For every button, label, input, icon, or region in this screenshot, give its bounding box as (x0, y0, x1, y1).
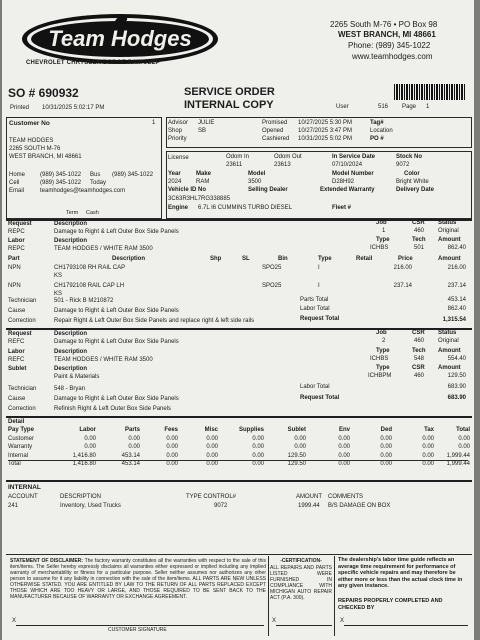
job2-labor-total-label: Labor Total (300, 384, 330, 390)
detail-cell: 1,999.44 (446, 452, 470, 459)
job2-tech: 548 (414, 356, 425, 362)
detail-cell: 0.00 (84, 444, 96, 450)
job2-labor-desc: TEAM HODGES / WHITE RAM 3500 (54, 357, 153, 363)
make-value: RAM (196, 179, 210, 185)
detail-cell: 0.00 (294, 444, 306, 450)
bus-label: Bus (90, 172, 101, 178)
detail-cell: 129.50 (287, 452, 306, 459)
engine-label: Engine (168, 205, 189, 211)
part-row-code: NPN (8, 265, 21, 271)
internal-amount: 1999.44 (298, 503, 320, 509)
title-service-order: SERVICE ORDER (184, 86, 275, 98)
job1-labor-code: REPC (8, 246, 25, 252)
detail-row-total-label: Total (8, 461, 21, 467)
job1-request-desc: Damage to Right & Left Outer Box Side Panels (54, 229, 179, 235)
home-phone: (989) 345-1022 (40, 172, 82, 178)
detail-cell: 0.00 (294, 435, 306, 442)
email-value: teamhodges@teamhodges.com (40, 188, 126, 194)
job1-request-total-label: Request Total (300, 316, 340, 322)
odom-out-value: 23613 (274, 162, 291, 168)
detail-cell: 0.00 (422, 461, 434, 467)
tag-label: Tag# (370, 120, 384, 126)
job2-cause: Damage to Right & Left Outer Box Side Panels (54, 396, 179, 402)
job2-number: 2 (382, 338, 386, 344)
priority-label: Priority (168, 136, 187, 142)
job1-part-desc-label: Description (112, 256, 146, 262)
job1-type: ICHBS (370, 245, 389, 251)
part-row-bin: SPO25 (262, 283, 282, 289)
detail-col-header: Ded (380, 427, 392, 433)
detail-cell: 0.00 (380, 435, 392, 442)
detail-col-header: Parts (124, 427, 140, 433)
bus-phone: (989) 345-1022 (112, 172, 154, 178)
job1-cause-label: Cause (8, 308, 26, 314)
part-row-desc2: KS (54, 273, 63, 279)
labor-guide-notice: The dealership's labor time guide reflects an average time requirement for performance of specific vehicle repairs and may therefore be either more or less than the actual clock time in any given instance. (338, 557, 463, 589)
color-value: Bright White (396, 179, 429, 185)
job1-labor-desc-label: Description (54, 238, 88, 244)
cashiered-label: Cashiered (262, 136, 290, 142)
job2-request-total: 683.90 (447, 395, 466, 401)
detail-row-customer-label: Customer (8, 435, 35, 442)
promised-label: Promised (262, 120, 288, 126)
job1-amount-label: Amount (438, 237, 461, 243)
part-row-amount: 216.00 (447, 265, 466, 271)
detail-cell: 0.00 (206, 435, 218, 442)
term-value: Cash (86, 210, 99, 216)
customer-address: 2265 SOUTH M-76 (9, 146, 61, 152)
vin-value: 3C63R3HL7RG338885 (168, 196, 231, 202)
dealer-brands: CHEVROLET CHRYSLER DODGE RAM JEEP (26, 60, 161, 66)
detail-cell: 0.00 (458, 435, 470, 442)
certification-title: -CERTIFICATION- (280, 558, 322, 564)
detail-cell: 0.00 (166, 452, 178, 459)
part-row-price: 216.00 (393, 265, 412, 271)
job1-type-label: Type (376, 237, 390, 243)
model-value: 3500 (248, 179, 262, 185)
part-row-desc2: KS (54, 291, 63, 297)
job1-labor-total-label: Labor Total (300, 306, 330, 312)
job1-request-total: 1,315.54 (442, 317, 466, 323)
dealer-address: 2265 South M-76 • PO Box 98 (330, 20, 438, 29)
detail-cell: 0.00 (166, 444, 178, 450)
job1-status-label: Status (438, 220, 457, 226)
cell-label: Cell (9, 180, 20, 186)
detail-col-header: Sublet (287, 427, 306, 433)
detail-cell: 0.00 (128, 435, 140, 442)
job2-job-label: Job (376, 330, 387, 336)
detail-col-header: Supplies (238, 427, 264, 433)
job2-csr: 460 (414, 338, 425, 344)
detail-cell: 0.00 (422, 444, 434, 450)
so-number: SO # 690932 (8, 86, 79, 100)
cert-signature-x: X (272, 618, 277, 624)
job1-correction-label: Correction (8, 318, 36, 324)
job2-sublet-label: Sublet (8, 366, 27, 372)
extended-warranty-label: Extended Warranty (320, 187, 375, 193)
detail-cell: 0.00 (380, 444, 392, 450)
job1-part-label: Part (8, 256, 20, 262)
detail-cell: 0.00 (338, 452, 350, 459)
odom-in-value: 23611 (226, 162, 243, 168)
detail-col-header: Pay Type (8, 427, 34, 433)
internal-control: 9072 (214, 503, 228, 509)
internal-amount-label: AMOUNT (296, 494, 322, 500)
job2-sublet-type: ICHBPM (368, 373, 392, 379)
checked-by-label: REPAIRS PROPERLY COMPLETED AND CHECKED BY (338, 598, 443, 611)
job2-cause-label: Cause (8, 396, 26, 402)
internal-account: 241 (8, 503, 19, 509)
detail-cell: 0.00 (252, 452, 264, 459)
job1-number: 1 (382, 228, 386, 234)
job1-tech-label: Tech (412, 237, 426, 243)
detail-cell: 0.00 (380, 461, 392, 467)
detail-col-header: Misc (204, 427, 218, 433)
detail-col-header: Fees (164, 427, 178, 433)
email-label: Email (9, 188, 25, 194)
selling-dealer-label: Selling Dealer (248, 187, 288, 193)
year-value: 2024 (168, 179, 182, 185)
job1-request-label: Request (8, 221, 32, 227)
delivery-date-label: Delivery Date (396, 187, 435, 193)
job2-sublet-desc-label: Description (54, 366, 88, 372)
detail-cell: 0.00 (338, 435, 350, 442)
job2-status-label: Status (438, 330, 457, 336)
job1-csr-label: CSR (412, 220, 425, 226)
job2-request-total-label: Request Total (300, 395, 340, 401)
make-label: Make (196, 171, 212, 177)
job1-csr: 460 (414, 228, 425, 234)
disclaimer-body: The factory warranty constitutes all the warranties with respect to the sale of this item/items. The Seller hereby expressly disclaims all warranties either expressed or implied including any implied warranty of merchantability or fitness for a particular purpose. Seller neither assumes nor authorizes any other person to assume for it any liability in connection with the sale of the item/items. ALL PARTS ARE NEW UNLESS OTHERWISE STATED. YOU ARE ENTITLED BY LAW TO THE RETURN OF ALL PARTS REPLACED EXCEPT THOSE WHICH ARE TOO HEAVY OR LARGE, AND THOSE REQUIRED TO BE SENT BACK TO THE MANUFACTURER BECAUSE OF WARRANTY OR EXCHANGE AGREEMENT. (10, 558, 266, 600)
detail-cell: 0.00 (84, 435, 96, 442)
certification-body: ALL REPAIRS AND PARTS LISTED WERE FURNISHED IN COMPLIANCE WITH MICHIGAN AUTO REPAIR ACT (P.A. 300). (270, 565, 332, 601)
detail-cell: 453.14 (121, 461, 140, 467)
detail-cell: 0.00 (338, 444, 350, 450)
detail-cell: 0.00 (458, 444, 470, 450)
job2-correction: Refinish Right & Left Outer Box Side Panels (54, 406, 172, 412)
job1-description-label: Description (54, 221, 88, 227)
detail-cell: 1,999.44 (446, 461, 470, 467)
advisor-label: Advisor (168, 120, 189, 126)
color-label: Color (404, 171, 420, 177)
job1-labor-amount: 862.40 (447, 245, 466, 251)
detail-cell: 0.00 (166, 435, 178, 442)
detail-cell: 0.00 (252, 435, 264, 442)
job2-labor-amount: 554.40 (447, 356, 466, 362)
customer-city: WEST BRANCH, MI 48661 (9, 154, 82, 160)
job2-sublet-csr-label: CSR (412, 365, 425, 371)
detail-cell: 0.00 (128, 444, 140, 450)
job2-status: Original (438, 338, 459, 344)
model-label: Model (248, 171, 266, 177)
detail-cell: 0.00 (422, 435, 434, 442)
part-row-code: NPN (8, 283, 21, 289)
customer-heading: Customer No (9, 120, 50, 127)
odom-out-label: Odom Out (274, 154, 302, 160)
detail-cell: 0.00 (338, 461, 350, 467)
job2-sublet-amount: 129.50 (447, 373, 466, 379)
job2-correction-label: Correction (8, 406, 36, 412)
detail-cell: 0.00 (380, 452, 392, 459)
job2-request-code: REFC (8, 339, 25, 345)
engine-value: 6.7L I6 CUMMINS TURBO DIESEL (198, 205, 293, 211)
job2-description-label: Description (54, 331, 88, 337)
job2-amount-label: Amount (438, 348, 461, 354)
detail-cell: 129.50 (287, 461, 306, 467)
dealer-city: WEST BRANCH, MI 48661 (338, 30, 436, 39)
job1-labor-label: Labor (8, 238, 25, 244)
detail-row-internal-label: Internal (8, 452, 29, 459)
job1-sl-label: SL (242, 256, 250, 262)
service-order-document (2, 0, 474, 640)
detail-cell: 1,416.80 (72, 461, 96, 467)
detail-col-header: Tax (424, 427, 434, 433)
detail-cell: 0.00 (206, 444, 218, 450)
job1-parts-total-label: Parts Total (300, 297, 329, 303)
detail-col-header: Labor (79, 427, 96, 433)
detail-cell: 1,416.80 (72, 452, 96, 459)
detail-cell: 453.14 (121, 452, 140, 459)
detail-row-warranty-label: Warranty (8, 444, 33, 450)
internal-account-label: ACCOUNT (8, 494, 38, 500)
job2-request-label: Request (8, 331, 32, 337)
part-row-desc: CH1793108 RH RAIL CAP (54, 265, 126, 271)
po-label: PO # (370, 136, 384, 142)
job1-labor-desc: TEAM HODGES / WHITE RAM 3500 (54, 246, 153, 252)
disclaimer (10, 558, 266, 600)
internal-type-control-label: TYPE CONTROL# (186, 494, 237, 500)
term-label: Term (66, 210, 79, 216)
job2-sublet-type-label: Type (376, 365, 390, 371)
stock-value: 9072 (396, 162, 410, 168)
checked-signature-x: X (340, 618, 345, 624)
dealer-website: www.teamhodges.com (352, 52, 433, 61)
detail-col-header: Total (456, 427, 470, 433)
customer-num: 1 (152, 120, 156, 126)
job2-type: ICHBS (370, 356, 389, 362)
job1-cause: Damage to Right & Left Outer Box Side Panels (54, 308, 179, 314)
job1-job-label: Job (376, 220, 387, 226)
job1-technician: 501 - Rick B M210872 (54, 298, 114, 304)
page-label: Page (402, 104, 417, 110)
home-label: Home (9, 172, 26, 178)
license-label: License (168, 155, 189, 161)
vin-label: Vehicle ID No (168, 187, 207, 193)
part-row-amount: 237.14 (447, 283, 466, 289)
location-label: Location (370, 128, 393, 134)
job1-status: Original (438, 228, 459, 234)
detail-cell: 0.00 (206, 461, 218, 467)
disclaimer-title: STATEMENT OF DISCLAIMER: (10, 558, 83, 564)
detail-cell: 0.00 (252, 461, 264, 467)
dealer-phone: Phone: (989) 345-1022 (348, 41, 431, 50)
part-row-bin: SPO25 (262, 265, 282, 271)
internal-comments: B/S DAMAGE ON BOX (328, 503, 391, 509)
part-row-price: 237.14 (393, 283, 412, 289)
opened-value: 10/27/2025 3:47 PM (298, 128, 353, 134)
job1-request-code: REPC (8, 229, 25, 235)
promised-value: 10/27/2025 5:30 PM (298, 120, 353, 126)
job2-labor-desc-label: Description (54, 349, 88, 355)
job2-technician: 548 - Bryan (54, 386, 86, 392)
cell-phone: (989) 345-1022 (40, 180, 82, 186)
job1-retail-label: Retail (356, 256, 373, 262)
fleet-label: Fleet # (332, 205, 352, 211)
internal-description-label: DESCRIPTION (60, 494, 102, 500)
shop-label: Shop (168, 128, 183, 134)
part-row-type: I (318, 265, 320, 271)
model-number-label: Model Number (332, 171, 374, 177)
page-value: 1 (426, 104, 430, 110)
user-value: 516 (378, 104, 389, 110)
logo-text: Team Hodges (48, 26, 192, 51)
job1-price-label: Price (398, 256, 413, 262)
customer-name: TEAM HODGES (9, 138, 54, 144)
title-internal-copy: INTERNAL COPY (184, 99, 274, 111)
printed-value: 10/31/2025 5:02:17 PM (42, 105, 105, 111)
job2-request-desc: Damage to Right & Left Outer Box Side Panels (54, 339, 179, 345)
year-label: Year (168, 171, 181, 177)
job1-ptype-label: Type (318, 256, 332, 262)
barcode (394, 84, 466, 100)
stock-label: Stock No (396, 154, 423, 160)
advisor-value: JULIE (198, 120, 215, 126)
part-row-type: I (318, 283, 320, 289)
job2-type-label: Type (376, 348, 390, 354)
shop-value: SB (198, 128, 207, 134)
internal-heading: INTERNAL (8, 484, 41, 491)
job1-pamount-label: Amount (438, 256, 461, 262)
job2-sublet-desc: Paint & Materials (54, 374, 100, 380)
job1-tech: 501 (414, 245, 425, 251)
printed-label: Printed (10, 105, 30, 111)
job1-bin-label: Bin (278, 256, 288, 262)
job2-technician-label: Technician (8, 386, 37, 392)
job2-labor-total: 683.90 (447, 384, 466, 390)
opened-label: Opened (262, 128, 284, 134)
job1-shp-label: Shp (210, 256, 222, 262)
today-label: Today (90, 180, 107, 186)
odom-in-label: Odom In (226, 154, 250, 160)
detail-heading: Detail (8, 419, 25, 425)
signature-x: X (12, 618, 17, 624)
detail-cell: 0.00 (422, 452, 434, 459)
detail-cell: 0.00 (252, 444, 264, 450)
internal-comments-label: COMMENTS (328, 494, 363, 500)
job1-labor-total: 862.40 (447, 306, 466, 312)
job2-labor-code: REFC (8, 357, 25, 363)
customer-box (6, 117, 162, 219)
in-service-label: In Service Date (332, 154, 376, 160)
job2-tech-label: Tech (412, 348, 426, 354)
job2-labor-label: Labor (8, 349, 25, 355)
user-label: User (336, 104, 349, 110)
model-number-value: D28H92 (332, 179, 355, 185)
detail-cell: 0.00 (166, 461, 178, 467)
internal-description: Inventory, Used Trucks (60, 503, 121, 509)
job2-csr-label: CSR (412, 330, 425, 336)
job1-correction: Repair Right & Left Outer Box Side Panels and replace right & left side rails (54, 318, 255, 324)
job2-sublet-amount-label: Amount (438, 365, 461, 371)
in-service-value: 07/10/2024 (332, 162, 363, 168)
job2-sublet-csr: 460 (414, 373, 425, 379)
detail-col-header: Env (338, 427, 350, 433)
job1-parts-total: 453.14 (447, 297, 466, 303)
cashiered-value: 10/31/2025 5:02 PM (298, 136, 353, 142)
job1-technician-label: Technician (8, 298, 37, 304)
customer-signature-label: CUSTOMER SIGNATURE (108, 627, 167, 633)
detail-cell: 0.00 (206, 452, 218, 459)
part-row-desc: CH1792108 RAIL CAP LH (54, 283, 125, 289)
